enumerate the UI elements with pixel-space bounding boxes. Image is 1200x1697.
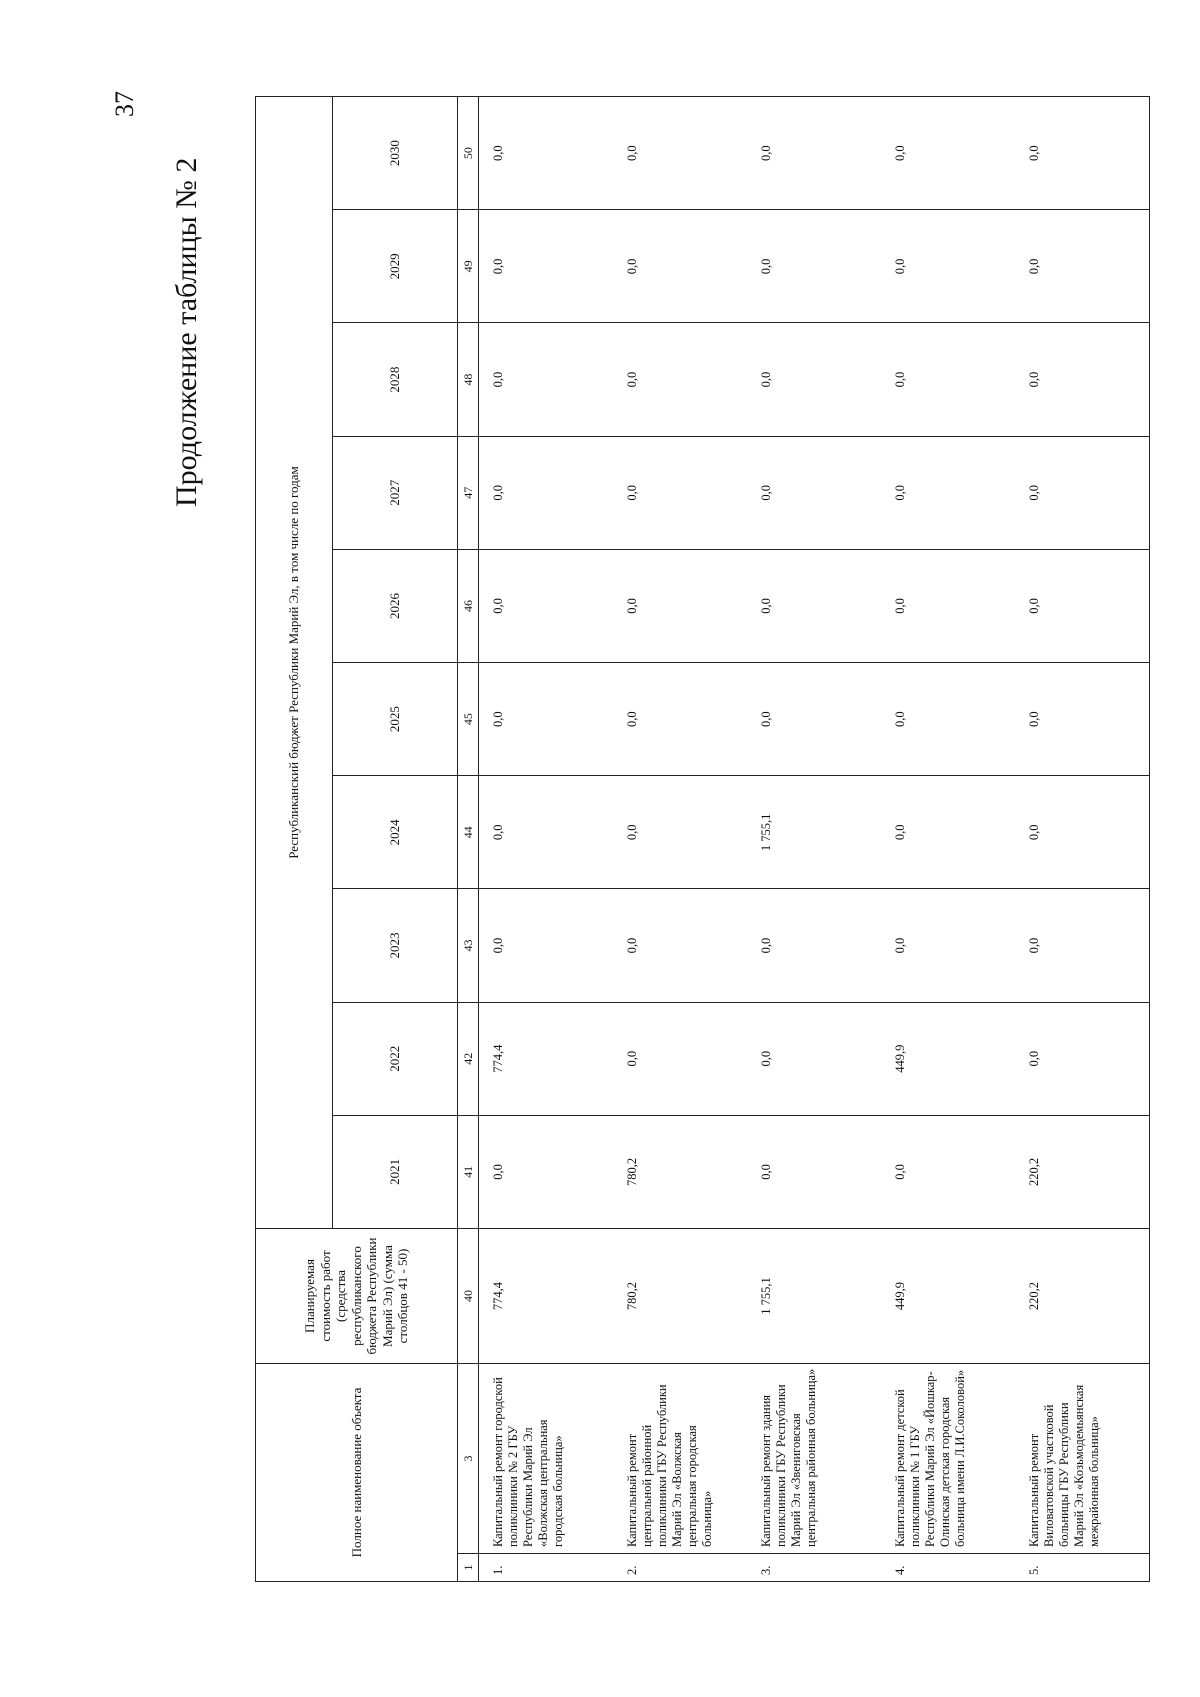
header-year: 2022 bbox=[333, 1002, 458, 1115]
column-number: 50 bbox=[458, 96, 479, 209]
column-number: 41 bbox=[458, 1115, 479, 1228]
row-number: 2. bbox=[613, 1554, 747, 1582]
year-value: 0,0 bbox=[479, 96, 614, 209]
year-value: 449,9 bbox=[881, 1002, 1015, 1115]
year-value: 780,2 bbox=[613, 1115, 747, 1228]
year-value: 0,0 bbox=[613, 889, 747, 1002]
column-number: 48 bbox=[458, 323, 479, 436]
year-value: 0,0 bbox=[1015, 436, 1150, 549]
year-value: 0,0 bbox=[881, 663, 1015, 776]
year-value: 774,4 bbox=[479, 1002, 614, 1115]
year-value: 0,0 bbox=[613, 663, 747, 776]
year-value: 0,0 bbox=[479, 889, 614, 1002]
header-object-name: Полное наименование объекта bbox=[256, 1364, 458, 1582]
year-value: 0,0 bbox=[613, 549, 747, 662]
table-row bbox=[1015, 96, 1150, 1581]
table-row bbox=[479, 96, 614, 1581]
row-number: 3. bbox=[747, 1554, 881, 1582]
year-value: 0,0 bbox=[747, 663, 881, 776]
year-value: 0,0 bbox=[613, 210, 747, 323]
page-number: 37 bbox=[110, 91, 139, 117]
year-value: 0,0 bbox=[1015, 889, 1150, 1002]
year-value: 0,0 bbox=[881, 1115, 1015, 1228]
header-year: 2023 bbox=[333, 889, 458, 1002]
year-value: 220,2 bbox=[1015, 1115, 1150, 1228]
year-value: 0,0 bbox=[613, 436, 747, 549]
header-year: 2021 bbox=[333, 1115, 458, 1228]
column-number: 45 bbox=[458, 663, 479, 776]
year-value: 0,0 bbox=[1015, 323, 1150, 436]
table-continuation-title: Продолжение таблицы № 2 bbox=[170, 157, 203, 507]
year-value: 0,0 bbox=[613, 323, 747, 436]
year-value: 0,0 bbox=[881, 549, 1015, 662]
header-year: 2030 bbox=[333, 96, 458, 209]
year-value: 0,0 bbox=[747, 549, 881, 662]
year-value: 0,0 bbox=[747, 436, 881, 549]
header-year: 2027 bbox=[333, 436, 458, 549]
year-value: 0,0 bbox=[1015, 663, 1150, 776]
column-number: 3 bbox=[458, 1364, 479, 1554]
year-value: 1 755,1 bbox=[747, 776, 881, 889]
year-value: 0,0 bbox=[881, 889, 1015, 1002]
column-number: 42 bbox=[458, 1002, 479, 1115]
year-value: 0,0 bbox=[747, 323, 881, 436]
column-number: 46 bbox=[458, 549, 479, 662]
year-value: 0,0 bbox=[747, 96, 881, 209]
year-value: 0,0 bbox=[479, 323, 614, 436]
column-number: 47 bbox=[458, 436, 479, 549]
object-name: Капитальный ремонт здания поликлиники ГБУ Республики Марий Эл «Звениговская центральная районная больница» bbox=[747, 1364, 881, 1554]
year-value: 0,0 bbox=[479, 663, 614, 776]
year-value: 0,0 bbox=[747, 210, 881, 323]
column-number: 40 bbox=[458, 1229, 479, 1364]
year-value: 0,0 bbox=[479, 436, 614, 549]
year-value: 0,0 bbox=[1015, 96, 1150, 209]
year-value: 0,0 bbox=[613, 1002, 747, 1115]
header-year: 2029 bbox=[333, 210, 458, 323]
planned-cost: 780,2 bbox=[613, 1229, 747, 1364]
year-value: 0,0 bbox=[479, 210, 614, 323]
table-row bbox=[613, 96, 747, 1581]
column-number: 1 bbox=[458, 1554, 479, 1582]
row-number: 1. bbox=[479, 1554, 614, 1582]
year-value: 0,0 bbox=[881, 210, 1015, 323]
year-value: 0,0 bbox=[613, 776, 747, 889]
table-row bbox=[881, 96, 1015, 1581]
row-number: 5. bbox=[1015, 1554, 1150, 1582]
header-year: 2026 bbox=[333, 549, 458, 662]
header-budget-group: Республиканский бюджет Республики Марий Эл, в том числе по годам bbox=[256, 96, 333, 1228]
header-year: 2024 bbox=[333, 776, 458, 889]
year-value: 0,0 bbox=[881, 96, 1015, 209]
year-value: 0,0 bbox=[479, 1115, 614, 1228]
planned-cost: 774,4 bbox=[479, 1229, 614, 1364]
year-value: 0,0 bbox=[747, 1002, 881, 1115]
year-value: 0,0 bbox=[1015, 549, 1150, 662]
header-year: 2025 bbox=[333, 663, 458, 776]
planned-cost: 449,9 bbox=[881, 1229, 1015, 1364]
table-row bbox=[747, 96, 881, 1581]
planned-cost: 1 755,1 bbox=[747, 1229, 881, 1364]
object-name: Капитальный ремонт городской поликлиники № 2 ГБУ Республики Марий Эл «Волжская центральная городская больница» bbox=[479, 1364, 614, 1554]
year-value: 0,0 bbox=[881, 323, 1015, 436]
year-value: 0,0 bbox=[1015, 776, 1150, 889]
header-planned-cost: Планируемая стоимость работ (средства республиканского бюджета Республики Марий Эл) (сумма столбцов 41 - 50) bbox=[256, 1229, 458, 1364]
row-number: 4. bbox=[881, 1554, 1015, 1582]
year-value: 0,0 bbox=[1015, 210, 1150, 323]
year-value: 0,0 bbox=[747, 1115, 881, 1228]
year-value: 0,0 bbox=[881, 436, 1015, 549]
object-name: Капитальный ремонт Виловатовской участковой больницы ГБУ Республики Марий Эл «Козьмодемьянская межрайонная больница» bbox=[1015, 1364, 1150, 1554]
column-number: 43 bbox=[458, 889, 479, 1002]
header-year: 2028 bbox=[333, 323, 458, 436]
year-value: 0,0 bbox=[1015, 1002, 1150, 1115]
year-value: 0,0 bbox=[613, 96, 747, 209]
column-number: 44 bbox=[458, 776, 479, 889]
year-value: 0,0 bbox=[479, 549, 614, 662]
year-value: 0,0 bbox=[747, 889, 881, 1002]
year-value: 0,0 bbox=[479, 776, 614, 889]
planned-cost: 220,2 bbox=[1015, 1229, 1150, 1364]
budget-table bbox=[255, 96, 1150, 1582]
year-value: 0,0 bbox=[881, 776, 1015, 889]
column-number: 49 bbox=[458, 210, 479, 323]
object-name: Капитальный ремонт детской поликлиники № 1 ГБУ Республики Марий Эл «Йошкар-Олинская детская городская больница имени Л.И.Соколовой» bbox=[881, 1364, 1015, 1554]
object-name: Капитальный ремонт центральной районной поликлиники ГБУ Республики Марий Эл «Волжская центральная городская больница» bbox=[613, 1364, 747, 1554]
